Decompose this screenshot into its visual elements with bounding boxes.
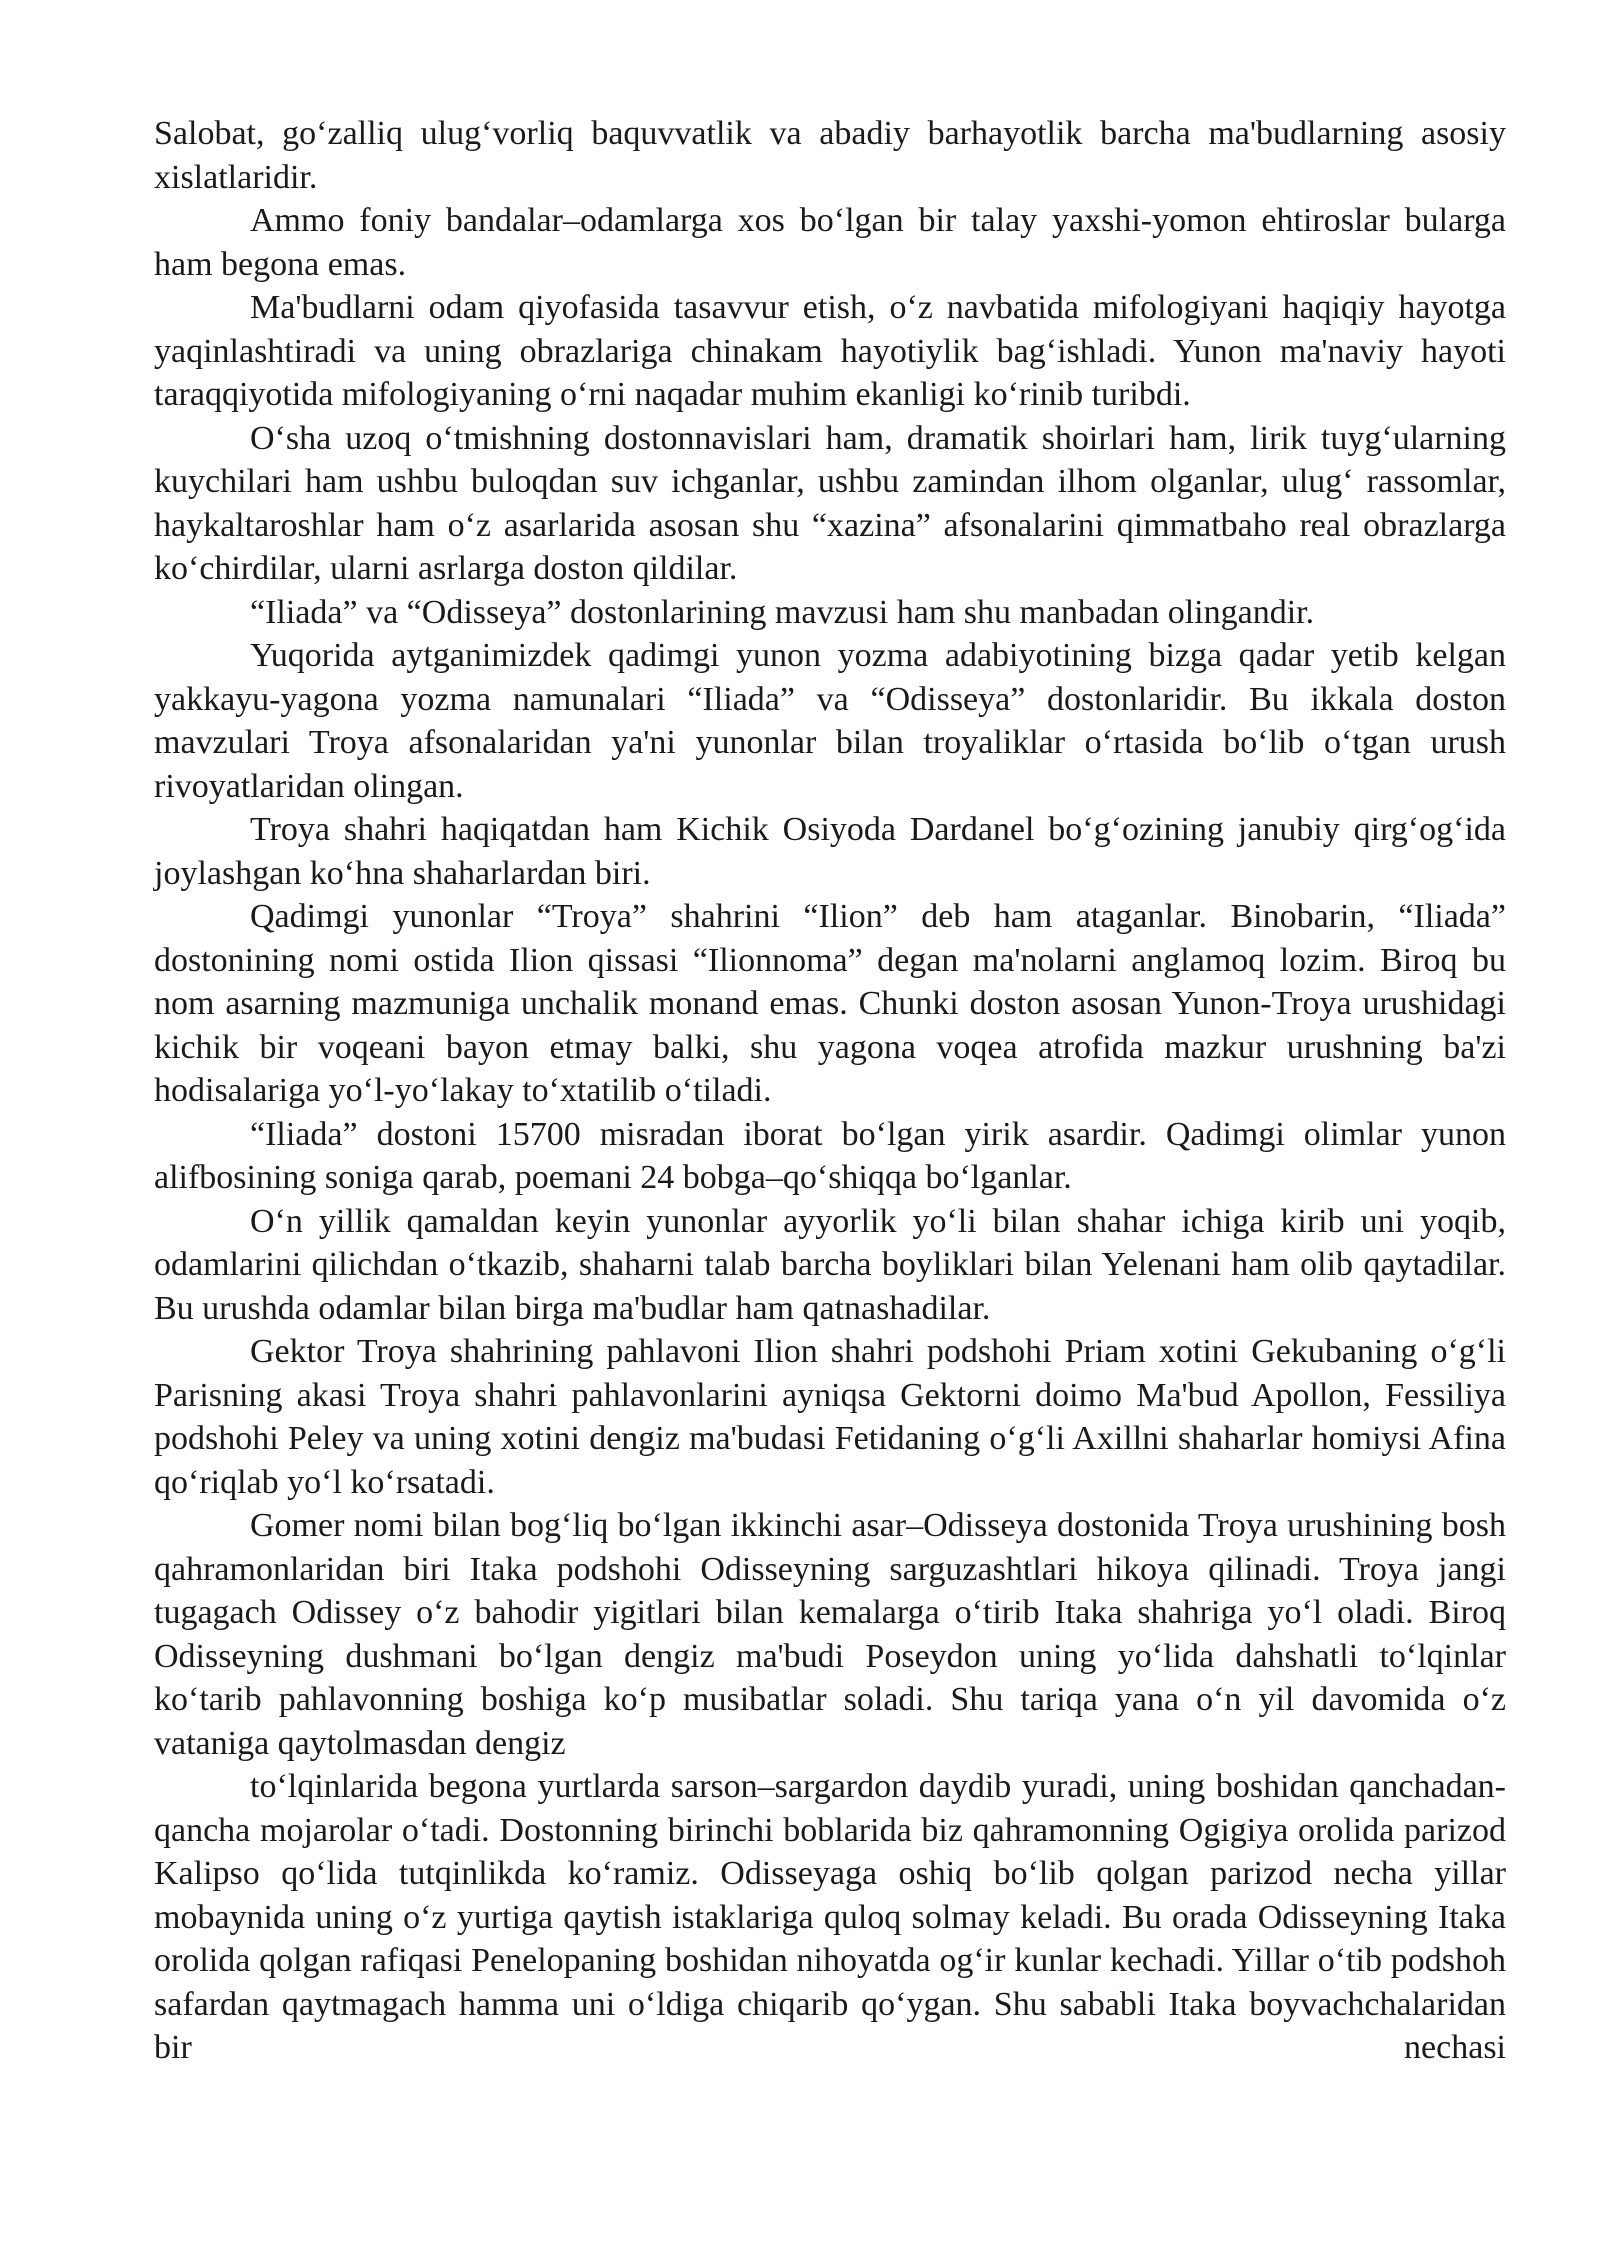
paragraph: Ma'budlarni odam qiyofasida tasavvur etish, o‘z navbatida mifologiyani haqiqiy hayotga yaqinlashtiradi va uning obrazlariga chinakam hayotiylik bag‘ishladi. Yunon ma'naviy hayoti taraqqiyotida mifologiyaning o‘rni naqadar muhim ekanligi ko‘rinib turibdi.	[154, 289, 1506, 413]
document-page	[154, 112, 1506, 2070]
paragraph: Yuqorida aytganimizdek qadimgi yunon yozma adabiyotining bizga qadar yetib kelgan yakkayu-yagona yozma namunalari “Iliada” va “Odisseya” dostonlaridir. Bu ikkala doston mavzulari Troya afsonalaridan ya'ni yunonlar bilan troyaliklar o‘rtasida bo‘lib o‘tgan urush rivoyatlaridan olingan.	[154, 637, 1506, 805]
paragraph: O‘sha uzoq o‘tmishning dostonnavislari ham, dramatik shoirlari ham, lirik tuyg‘ularning kuychilari ham ushbu buloqdan suv ichganlar, ushbu zamindan ilhom olganlar, ulug‘ rassomlar, haykaltaroshlar ham o‘z asarlarida asosan shu “xazina” afsonalarini qimmatbaho real obrazlarga ko‘chirdilar, ularni asrlarga doston qildilar.	[154, 419, 1506, 587]
paragraph: Gomer nomi bilan bog‘liq bo‘lgan ikkinchi asar–Odisseya dostonida Troya urushining bosh qahramonlaridan biri Itaka podshohi Odisseyning sarguzashtlari hikoya qilinadi. Troya jangi tugagach Odissey o‘z bahodir yigitlari bilan kemalarga o‘tirib Itaka shahriga yo‘l oladi. Biroq Odisseyning dushmani bo‘lgan dengiz ma'budi Poseydon uning yo‘lida dahshatli to‘lqinlar ko‘tarib pahlavonning boshiga ko‘p musibatlar soladi. Shu tariqa yana o‘n yil davomida o‘z vataniga qaytolmasdan dengiz	[154, 1507, 1506, 1762]
paragraph: Qadimgi yunonlar “Troya” shahrini “Ilion” deb ham ataganlar. Binobarin, “Iliada” dostonining nomi ostida Ilion qissasi “Ilionnoma” degan ma'nolarni anglamoq lozim. Biroq bu nom asarning mazmuniga unchalik monand emas. Chunki doston asosan Yunon-Troya urushidagi kichik bir voqeani bayon etmay balki, shu yagona voqea atrofida mazkur urushning ba'zi hodisalariga yo‘l-yo‘lakay to‘xtatilib o‘tiladi.	[154, 898, 1506, 1109]
paragraph: “Iliada” dostoni 15700 misradan iborat bo‘lgan yirik asardir. Qadimgi olimlar yunon alifbosining soniga qarab, poemani 24 bobga–qo‘shiqqa bo‘lganlar.	[154, 1115, 1506, 1196]
paragraph: “Iliada” va “Odisseya” dostonlarining mavzusi ham shu manbadan olingandir.	[250, 593, 1315, 631]
paragraph: Gektor Troya shahrining pahlavoni Ilion shahri podshohi Priam xotini Gekubaning o‘g‘li Parisning akasi Troya shahri pahlavonlarini ayniqsa Gektorni doimo Ma'bud Apollon, Fessiliya podshohi Peley va uning xotini dengiz ma'budasi Fetidaning o‘g‘li Axillni shaharlar homiysi Afina qo‘riqlab yo‘l ko‘rsatadi.	[154, 1333, 1506, 1501]
paragraph: O‘n yillik qamaldan keyin yunonlar ayyorlik yo‘li bilan shahar ichiga kirib uni yoqib, odamlarini qilichdan o‘tkazib, shaharni talab barcha boyliklari bilan Yelenani ham olib qaytadilar. Bu urushda odamlar bilan birga ma'budlar ham qatnashadilar.	[154, 1202, 1506, 1327]
paragraph: Troya shahri haqiqatdan ham Kichik Osiyoda Dardanel bo‘g‘ozining janubiy qirg‘og‘ida joylashgan ko‘hna shaharlardan biri.	[154, 811, 1506, 892]
paragraph: Salobat, go‘zalliq ulug‘vorliq baquvvatlik va abadiy barhayotlik barcha ma'budlarning asosiy xislatlaridir.	[154, 115, 1506, 196]
paragraph: Ammo foniy bandalar–odamlarga xos bo‘lgan bir talay yaxshi-yomon ehtiroslar bularga ham begona emas.	[154, 202, 1506, 283]
paragraph: to‘lqinlarida begona yurtlarda sarson–sargardon daydib yuradi, uning boshidan qanchadan-qancha mojarolar o‘tadi. Dostonning birinchi boblarida biz qahramonning Ogigiya orolida parizod Kalipso qo‘lida tutqinlikda ko‘ramiz. Odisseyaga oshiq bo‘lib qolgan parizod necha yillar mobaynida uning o‘z yurtiga qaytish istaklariga quloq solmay keladi. Bu orada Odisseyning Itaka orolida qolgan rafiqasi Penelopaning boshidan nihoyatda og‘ir kunlar kechadi. Yillar o‘tib podshoh safardan qaytmagach hamma uni o‘ldiga chiqarib qo‘ygan. Shu sababli Itaka boyvachchalaridan bir nechasi	[154, 1768, 1506, 2066]
